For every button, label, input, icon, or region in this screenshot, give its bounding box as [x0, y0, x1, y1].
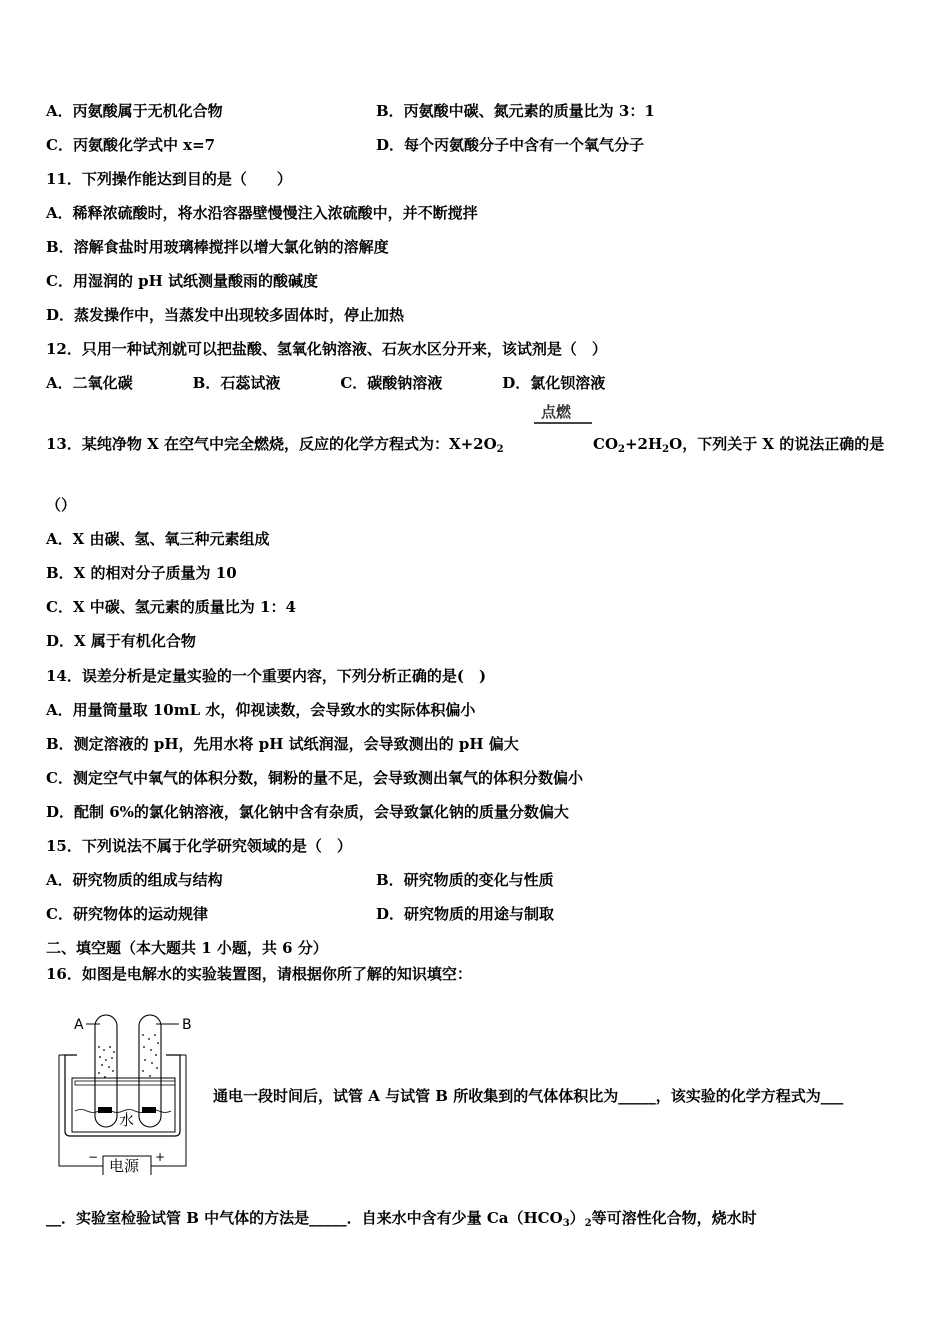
q16-text-line-2-end: 等可溶性化合物，烧水时 — [591, 1209, 757, 1227]
q14-option-a: A．用量筒量取 10mL 水，仰视读数，会导致水的实际体积偏小 — [46, 701, 476, 719]
q13-equation-products — [593, 434, 884, 460]
q13-product-h: +2H — [624, 435, 663, 453]
power-supply-label: 电源 — [109, 1157, 140, 1175]
q14-stem: 14．误差分析是定量实验的一个重要内容，下列分析正确的是( ) — [46, 667, 487, 685]
support-bar — [75, 1081, 175, 1085]
q13-stem-tail: O，下列关于 X 的说法正确的是 — [669, 435, 885, 453]
q11-option-a: A．稀释浓硫酸时，将水沿容器壁慢慢注入浓硫酸中，并不断搅拌 — [46, 204, 478, 222]
q11-option-b: B．溶解食盐时用玻璃棒搅拌以增大氯化钠的溶解度 — [46, 238, 389, 256]
q13-stem-text: 13．某纯净物 X 在空气中完全燃烧，反应的化学方程式为：X+2O — [46, 435, 497, 453]
water-label: 水 — [119, 1111, 135, 1129]
q14-option-d: D．配制 6%的氯化钠溶液，氯化钠中含有杂质，会导致氯化钠的质量分数偏大 — [46, 803, 569, 821]
q16-text-line-2-start: __．实验室检验试管 B 中气体的方法是_____．自来水中含有少量 Ca（HCO — [46, 1209, 563, 1227]
q11-stem: 11．下列操作能达到目的是（ ） — [46, 170, 292, 188]
q10-option-d: D．每个丙氨酸分子中含有一个氧气分子 — [376, 136, 645, 154]
q16-hco3-subscript: 3 — [562, 1218, 570, 1229]
q13-o2-subscript: 2 — [496, 444, 504, 455]
q13-stem — [46, 434, 504, 460]
q16-stem: 16．如图是电解水的实验装置图，请根据你所了解的知识填空： — [46, 965, 472, 983]
q13-co-subscript: 2 — [618, 444, 625, 455]
q10-option-c: C．丙氨酸化学式中 x=7 — [46, 136, 216, 154]
q15-option-b: B．研究物质的变化与性质 — [376, 871, 554, 889]
electrolysis-apparatus-diagram — [55, 1005, 205, 1175]
q15-option-a: A．研究物质的组成与结构 — [46, 871, 223, 889]
q13-product-co: CO — [593, 435, 619, 453]
label-b: B — [182, 1017, 192, 1033]
q15-option-d: D．研究物质的用途与制取 — [376, 905, 555, 923]
negative-terminal-label: − — [88, 1150, 99, 1164]
q11-option-d: D．蒸发操作中，当蒸发中出现较多固体时，停止加热 — [46, 306, 405, 324]
q13-option-a: A．X 由碳、氢、氧三种元素组成 — [46, 530, 270, 548]
q15-option-c: C．研究物体的运动规律 — [46, 905, 208, 923]
electrode-b — [142, 1107, 156, 1113]
label-a: A — [74, 1017, 84, 1033]
q16-text-line-2 — [46, 1208, 757, 1234]
q16-text-line-1: 通电一段时间后，试管 A 与试管 B 所收集到的气体体积比为_____，该实验的化学方程式为___ — [213, 1087, 844, 1105]
q10-option-b: B．丙氨酸中碳、氮元素的质量比为 3：1 — [376, 102, 655, 120]
q10-option-a: A．丙氨酸属于无机化合物 — [46, 102, 223, 120]
q12-stem: 12．只用一种试剂就可以把盐酸、氢氧化钠溶液、石灰水区分开来，该试剂是（ ） — [46, 340, 607, 358]
section-heading: 二、填空题（本大题共 1 小题，共 6 分） — [46, 939, 328, 957]
reaction-condition-label: 点燃 — [541, 403, 572, 421]
positive-terminal-label: + — [155, 1150, 166, 1164]
reaction-arrow-line — [534, 422, 592, 424]
q15-stem: 15．下列说法不属于化学研究领域的是（ ） — [46, 837, 352, 855]
q16-close-paren: ） — [569, 1209, 585, 1227]
q16-ca-subscript: 2 — [584, 1218, 592, 1229]
electrode-a — [98, 1107, 112, 1113]
q13-h-subscript: 2 — [662, 444, 670, 455]
q14-option-b: B．测定溶液的 pH，先用水将 pH 试纸润湿，会导致测出的 pH 偏大 — [46, 735, 519, 753]
q13-option-b: B．X 的相对分子质量为 10 — [46, 564, 237, 582]
q13-option-d: D．X 属于有机化合物 — [46, 632, 196, 650]
q13-option-c: C．X 中碳、氢元素的质量比为 1：4 — [46, 598, 296, 616]
q14-option-c: C．测定空气中氧气的体积分数，铜粉的量不足，会导致测出氧气的体积分数偏小 — [46, 769, 583, 787]
q12-options: A．二氧化碳 B．石蕊试液 C．碳酸钠溶液 D．氯化钡溶液 — [46, 374, 606, 392]
tube-liquid-dots — [98, 1034, 159, 1078]
q11-option-c: C．用湿润的 pH 试纸测量酸雨的酸碱度 — [46, 272, 319, 290]
q13-answer-paren: （） — [46, 496, 77, 514]
